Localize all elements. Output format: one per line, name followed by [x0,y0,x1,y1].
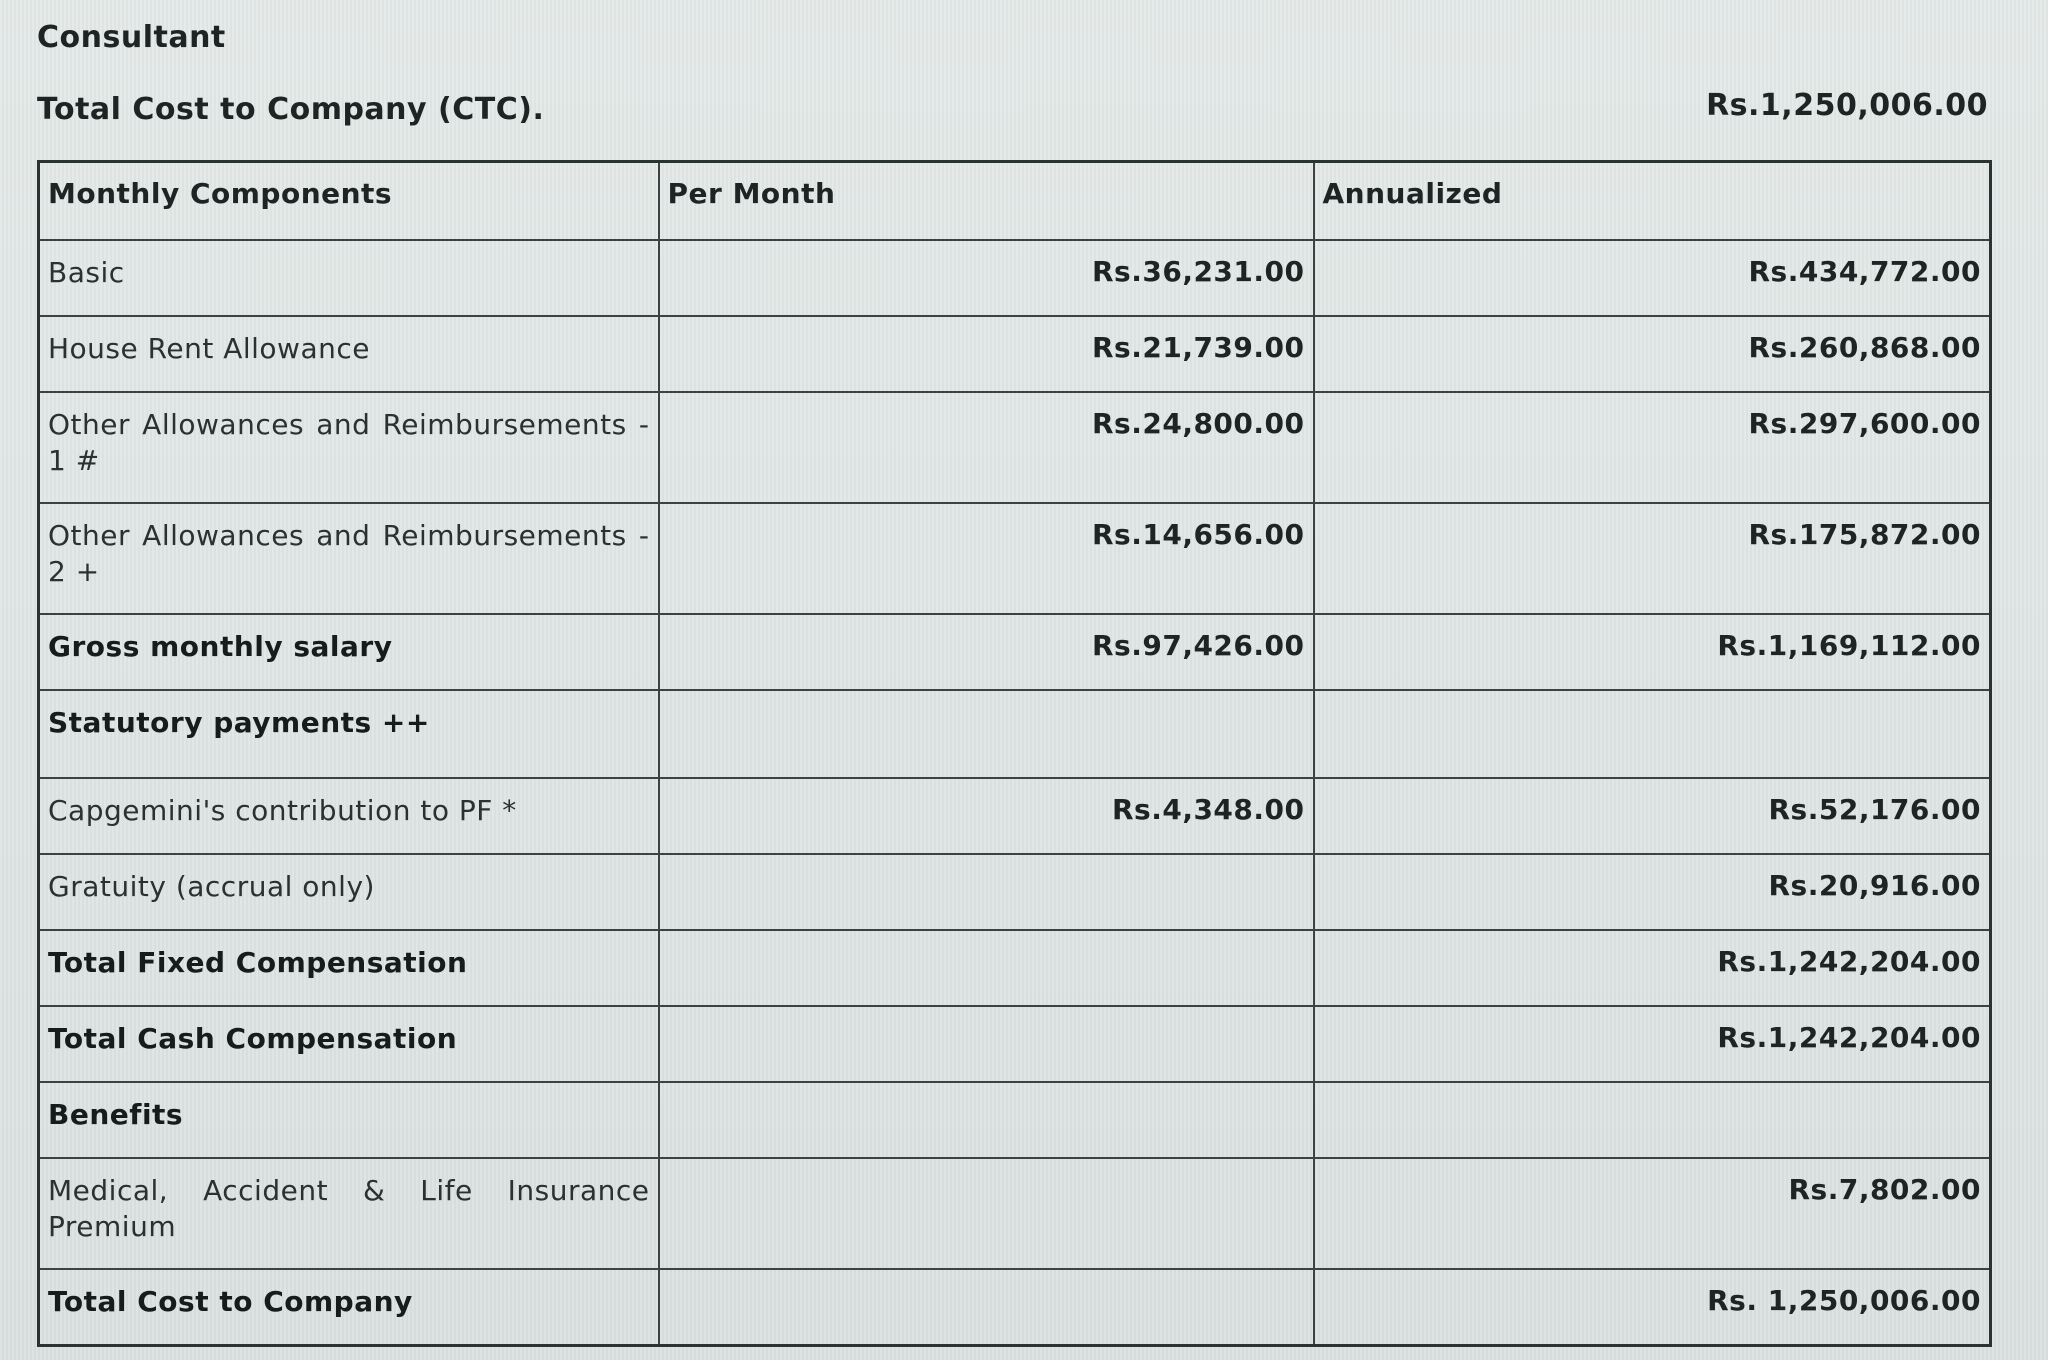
row-per-month [659,854,1314,930]
row-annualized [1314,1082,1991,1158]
row-per-month: Rs.36,231.00 [659,240,1314,316]
table-row [39,930,1991,1006]
row-label: Total Cash Compensation [39,1006,659,1082]
row-per-month [659,1006,1314,1082]
row-label: Medical, Accident & Life Insurance Premium [39,1158,659,1269]
row-annualized: Rs.175,872.00 [1314,503,1991,614]
table-row [39,1082,1991,1158]
row-per-month [659,1158,1314,1269]
row-annualized: Rs.20,916.00 [1314,854,1991,930]
row-label: Total Cost to Company [39,1269,659,1346]
row-annualized: Rs.52,176.00 [1314,778,1991,854]
row-per-month: Rs.14,656.00 [659,503,1314,614]
row-annualized: Rs.1,169,112.00 [1314,614,1991,690]
ctc-label: Total Cost to Company (CTC). [37,92,545,127]
row-label: Other Allowances and Reimbursements - 1 # [39,392,659,503]
role-title: Consultant [37,20,226,55]
row-per-month [659,930,1314,1006]
row-label: Gross monthly salary [39,614,659,690]
row-label: Benefits [39,1082,659,1158]
row-label: Total Fixed Compensation [39,930,659,1006]
table-row [39,1158,1991,1269]
table-row [39,778,1991,854]
header-per-month: Per Month [659,162,1314,241]
row-label: Other Allowances and Reimbursements - 2 + [39,503,659,614]
row-annualized: Rs.1,242,204.00 [1314,1006,1991,1082]
row-per-month [659,1269,1314,1346]
row-annualized: Rs.297,600.00 [1314,392,1991,503]
row-per-month: Rs.97,426.00 [659,614,1314,690]
table-header-row [39,162,1991,241]
table-row [39,1006,1991,1082]
row-per-month [659,1082,1314,1158]
row-label: House Rent Allowance [39,316,659,392]
table-row [39,503,1991,614]
ctc-value: Rs.1,250,006.00 [1706,88,1988,123]
table-row [39,240,1991,316]
row-label: Statutory payments ++ [39,690,659,778]
row-label: Capgemini's contribution to PF * [39,778,659,854]
table-row [39,1269,1991,1346]
row-annualized: Rs.434,772.00 [1314,240,1991,316]
row-annualized: Rs. 1,250,006.00 [1314,1269,1991,1346]
table-row [39,392,1991,503]
row-annualized: Rs.260,868.00 [1314,316,1991,392]
row-annualized [1314,690,1991,778]
row-label: Gratuity (accrual only) [39,854,659,930]
compensation-table [37,160,1992,1347]
row-annualized: Rs.7,802.00 [1314,1158,1991,1269]
header-monthly-components: Monthly Components [39,162,659,241]
table-row [39,316,1991,392]
row-per-month: Rs.24,800.00 [659,392,1314,503]
header-annualized: Annualized [1314,162,1991,241]
row-annualized: Rs.1,242,204.00 [1314,930,1991,1006]
table-row [39,690,1991,778]
table-row [39,614,1991,690]
row-per-month: Rs.21,739.00 [659,316,1314,392]
row-per-month: Rs.4,348.00 [659,778,1314,854]
row-label: Basic [39,240,659,316]
row-per-month [659,690,1314,778]
table-row [39,854,1991,930]
